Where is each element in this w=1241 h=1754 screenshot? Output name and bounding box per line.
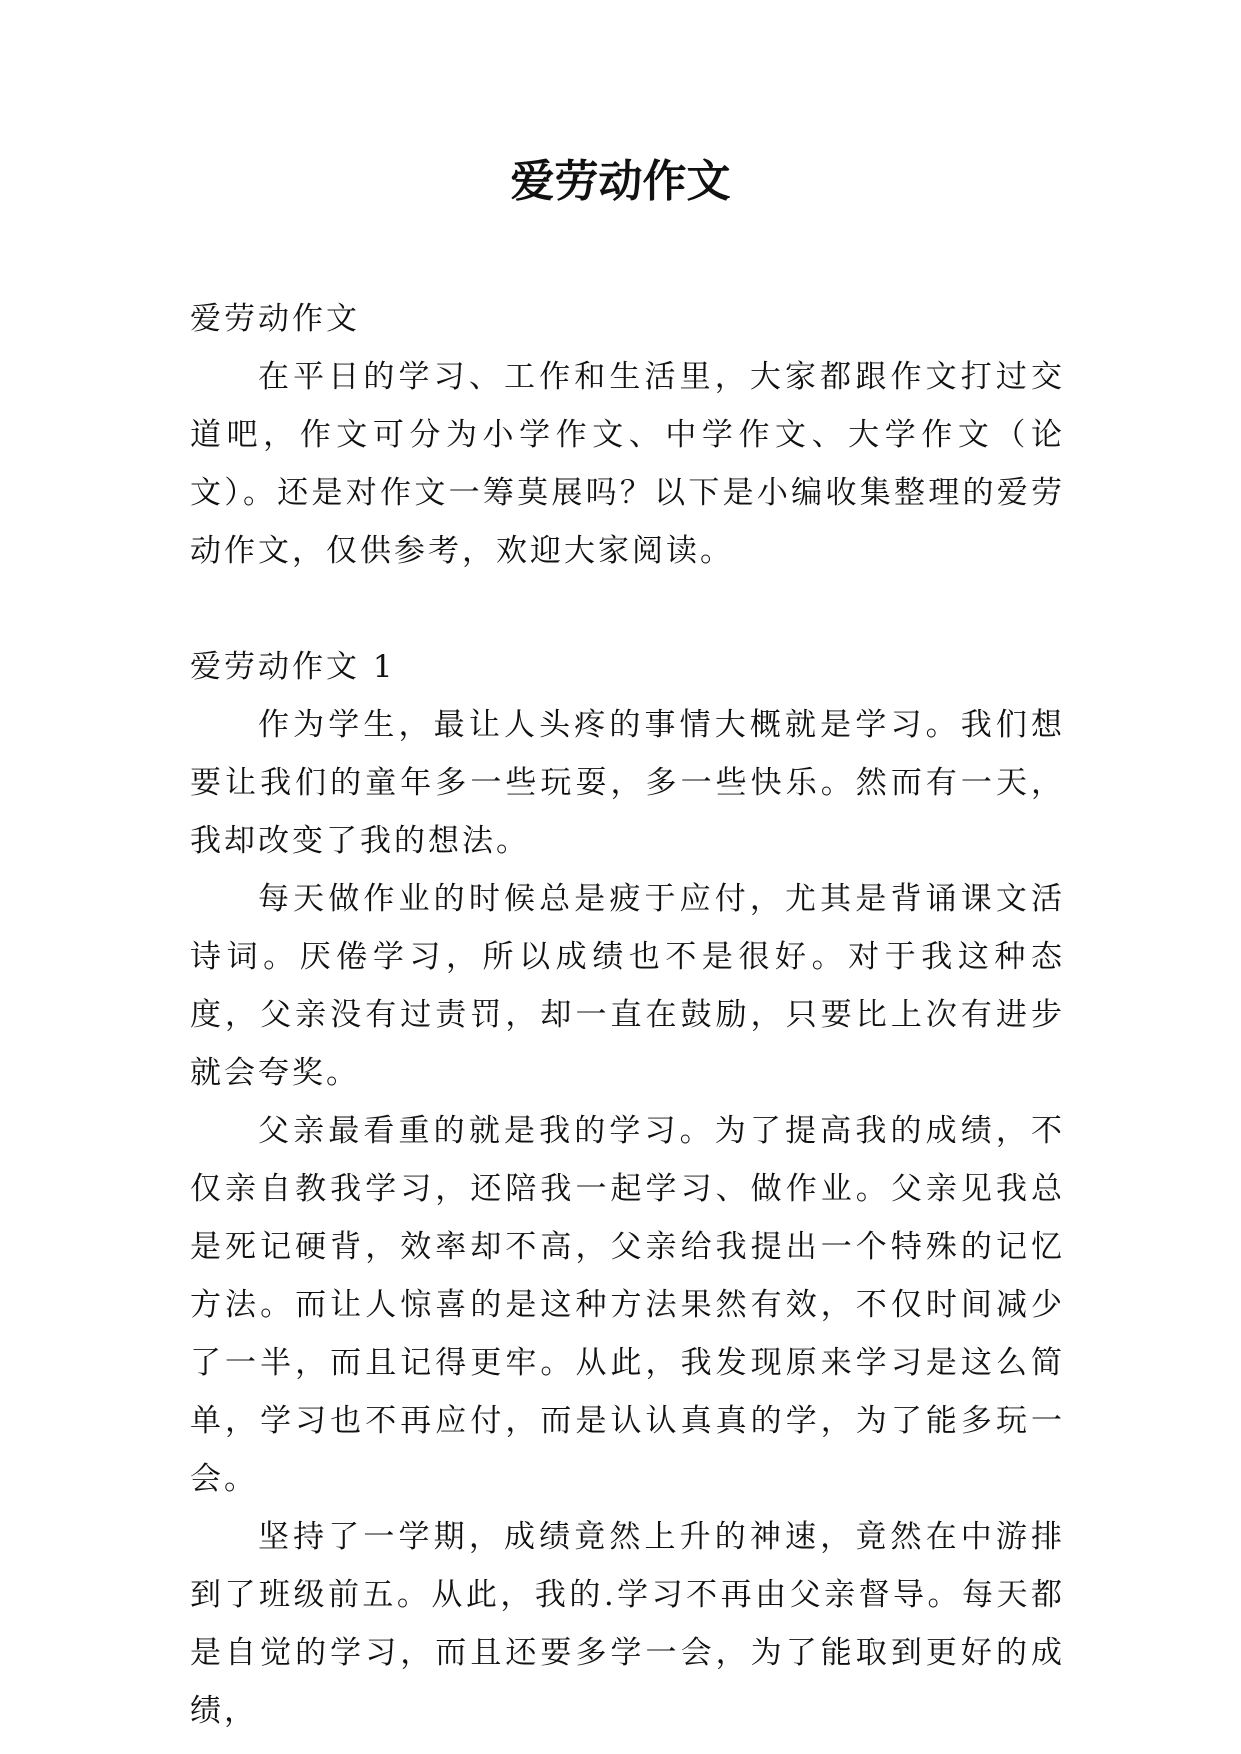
intro-paragraph: 在平日的学习、工作和生活里，大家都跟作文打过交道吧，作文可分为小学作文、中学作文、大学作文（论文）。还是对作文一筹莫展吗？以下是小编收集整理的爱劳动作文，仅供参考，欢迎大家阅读。 bbox=[190, 359, 1065, 569]
document-body bbox=[190, 290, 1065, 1740]
paragraph-2: 每天做作业的时候总是疲于应付，尤其是背诵课文活诗词。厌倦学习，所以成绩也不是很好。对于我这种态度，父亲没有过责罚，却一直在鼓励，只要比上次有进步就会夸奖。 bbox=[190, 881, 1065, 1091]
paragraph-4: 坚持了一学期，成绩竟然上升的神速，竟然在中游排到了班级前五。从此，我的.学习不再由父亲督导。每天都是自觉的学习，而且还要多学一会，为了能取到更好的成绩， bbox=[190, 1519, 1065, 1729]
section-spacer bbox=[190, 580, 1065, 638]
paragraph-1: 作为学生，最让人头疼的事情大概就是学习。我们想要让我们的童年多一些玩耍，多一些快乐。然而有一天，我却改变了我的想法。 bbox=[190, 707, 1065, 859]
paragraph-3: 父亲最看重的就是我的学习。为了提高我的成绩，不仅亲自教我学习，还陪我一起学习、做作业。父亲见我总是死记硬背，效率却不高，父亲给我提出一个特殊的记忆方法。而让人惊喜的是这种方法果然有效，不仅时间减少了一半，而且记得更牢。从此，我发现原来学习是这么简单，学习也不再应付，而是认认真真的学，为了能多玩一会。 bbox=[190, 1113, 1065, 1497]
section-heading: 爱劳动作文 1 bbox=[190, 649, 396, 685]
document-title: 爱劳动作文 bbox=[510, 156, 731, 207]
intro-heading: 爱劳动作文 bbox=[190, 301, 360, 337]
